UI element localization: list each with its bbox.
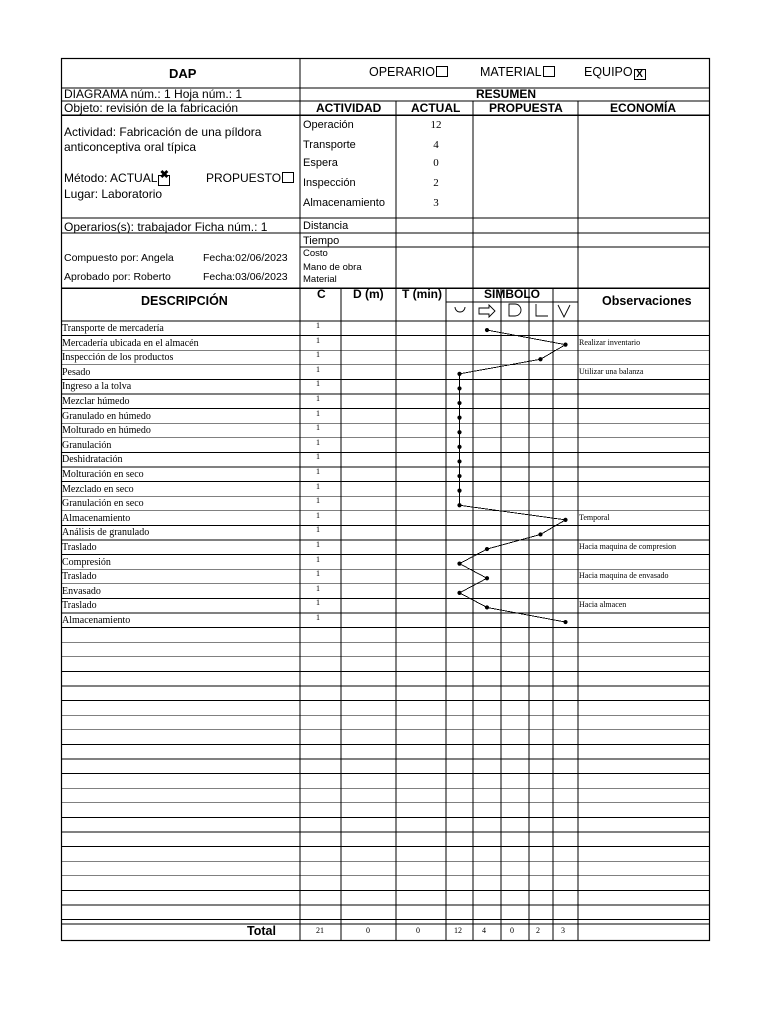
dap-form <box>61 58 710 941</box>
row-description: Granulación en seco <box>62 498 144 510</box>
row-description: Molturado en húmedo <box>62 425 151 437</box>
resumen-actual-1: 4 <box>433 139 439 151</box>
equipo-option <box>584 66 646 80</box>
row-observation: Hacia maquina de envasado <box>579 571 669 581</box>
actual-check-mark: ✖ <box>159 169 169 181</box>
resumen-actual-4: 3 <box>433 197 439 209</box>
row-observation: Hacia almacen <box>579 600 627 610</box>
flow-point <box>538 357 542 361</box>
total-value-1: 0 <box>366 926 370 935</box>
row-observation: Utilizar una balanza <box>579 366 644 376</box>
equipo-checkbox: X <box>634 69 646 80</box>
flow-point <box>457 416 461 420</box>
flow-point <box>457 372 461 376</box>
row-c-value: 1 <box>316 321 320 330</box>
row-description: Envasado <box>62 585 101 597</box>
row-c-value: 1 <box>316 379 320 389</box>
material-cost-label: Material <box>303 274 337 285</box>
row-description: Inspección de los productos <box>62 352 174 364</box>
lugar-text: Lugar: Laboratorio <box>64 187 163 201</box>
material-checkbox <box>543 66 555 77</box>
row-c-value: 1 <box>316 394 320 403</box>
row-description: Almacenamiento <box>62 615 131 626</box>
row-description: Granulado en húmedo <box>62 410 151 422</box>
row-c-value: 1 <box>316 583 320 593</box>
row-description: Análisis de granulado <box>62 527 150 539</box>
form-title: DAP <box>169 66 197 81</box>
objeto-text: Objeto: revisión de la fabricación <box>64 101 239 115</box>
propuesto-option <box>206 172 294 184</box>
flow-point <box>563 343 567 347</box>
delay-symbol-icon <box>509 304 521 316</box>
row-description: Traslado <box>62 600 97 612</box>
row-c-value: 1 <box>316 569 320 579</box>
row-description: Compresión <box>62 556 111 568</box>
operario-label: OPERARIO <box>369 65 435 79</box>
operarios-text: Operarios(s): trabajador Ficha núm.: 1 <box>64 220 268 234</box>
mano-obra-label: Mano de obra <box>303 262 362 273</box>
diagrama-number: DIAGRAMA núm.: 1 Hoja núm.: 1 <box>64 87 243 101</box>
transport-symbol-icon <box>479 305 495 317</box>
row-c-value: 1 <box>316 481 320 491</box>
inspection-symbol-icon <box>536 304 548 316</box>
equipo-label: EQUIPO <box>584 65 633 79</box>
flow-point <box>457 386 461 390</box>
row-description: Granulación <box>62 439 112 451</box>
row-c-value: 1 <box>316 598 320 608</box>
metodo-label: Método: ACTUAL <box>64 171 158 185</box>
total-value-0: 21 <box>316 926 324 935</box>
col-economia: ECONOMÍA <box>610 101 676 115</box>
col-t: T (min) <box>402 287 442 301</box>
operario-option <box>369 66 448 79</box>
flow-point <box>457 459 461 463</box>
row-description: Ingreso a la tolva <box>62 381 132 393</box>
flow-point <box>457 562 461 566</box>
col-d: D (m) <box>353 287 384 301</box>
storage-symbol-icon <box>558 305 570 317</box>
col-propuesta: PROPUESTA <box>489 101 563 115</box>
row-c-value: 1 <box>316 364 320 374</box>
total-value-6: 2 <box>536 926 540 935</box>
actual-checkbox <box>158 169 170 186</box>
row-description: Deshidratación <box>62 454 123 466</box>
costo-label: Costo <box>303 248 328 259</box>
operario-checkbox <box>436 66 448 77</box>
actividad-text: Actividad: Fabricación de una píldora anticonceptiva oral típica <box>64 125 262 154</box>
row-c-value: 1 <box>316 613 320 622</box>
col-c: C <box>317 287 326 301</box>
resumen-actual-0: 12 <box>430 119 442 131</box>
propuesto-label: PROPUESTO <box>206 171 282 185</box>
total-value-7: 3 <box>561 926 565 935</box>
material-label: MATERIAL <box>480 65 542 79</box>
fecha-aprobado: Fecha:03/06/2023 <box>203 271 288 283</box>
propuesto-checkbox <box>282 172 294 183</box>
row-c-value: 1 <box>316 540 320 549</box>
row-description: Pesado <box>62 366 91 378</box>
flow-point <box>457 591 461 595</box>
row-observation: Temporal <box>579 512 610 522</box>
flow-line <box>460 330 566 622</box>
flow-point <box>485 576 489 580</box>
resumen-label-4: Almacenamiento <box>303 197 385 209</box>
row-c-value: 1 <box>316 350 320 360</box>
total-label: Total <box>247 924 276 938</box>
operation-symbol-icon <box>455 307 465 312</box>
distancia-label: Distancia <box>303 220 349 232</box>
resumen-label-1: Transporte <box>303 139 356 151</box>
flow-point <box>538 532 542 536</box>
row-c-value: 1 <box>316 510 320 520</box>
flow-point <box>457 503 461 507</box>
flow-point <box>457 430 461 434</box>
resumen-actual-3: 2 <box>433 177 439 189</box>
flow-point <box>457 401 461 405</box>
resumen-actual-2: 0 <box>433 157 439 169</box>
total-value-5: 0 <box>510 926 514 935</box>
total-value-4: 4 <box>482 926 486 935</box>
col-descripcion: DESCRIPCIÓN <box>141 294 228 308</box>
resumen-title: RESUMEN <box>476 87 537 101</box>
row-description: Molturación en seco <box>62 469 144 480</box>
row-description: Mezclado en seco <box>62 483 134 495</box>
tiempo-label: Tiempo <box>303 235 340 247</box>
row-c-value: 1 <box>316 496 320 506</box>
material-option <box>480 66 555 79</box>
total-value-3: 12 <box>454 926 462 935</box>
flow-point <box>457 445 461 449</box>
row-description: Mezclar húmedo <box>62 396 130 407</box>
flow-point <box>563 620 567 624</box>
row-c-value: 1 <box>316 408 320 418</box>
row-description: Transporte de mercadería <box>62 323 164 334</box>
metodo-option <box>64 169 170 186</box>
row-c-value: 1 <box>316 452 320 462</box>
row-observation: Realizar inventario <box>579 337 641 347</box>
row-c-value: 1 <box>316 437 320 447</box>
resumen-label-2: Espera <box>303 157 338 169</box>
flow-point <box>485 547 489 551</box>
col-actual: ACTUAL <box>411 101 461 115</box>
row-description: Mercadería ubicada en el almacén <box>62 337 199 349</box>
row-observation: Hacia maquina de compresion <box>579 542 677 551</box>
flow-point <box>485 328 489 332</box>
row-description: Traslado <box>62 542 97 553</box>
flow-point <box>485 605 489 609</box>
total-value-2: 0 <box>416 926 420 935</box>
flow-point <box>457 489 461 493</box>
resumen-label-3: Inspección <box>303 177 356 189</box>
row-c-value: 1 <box>316 335 320 345</box>
flow-point <box>457 474 461 478</box>
row-description: Traslado <box>62 571 97 583</box>
row-c-value: 1 <box>316 525 320 535</box>
flow-point <box>563 518 567 522</box>
compuesto-text: Compuesto por: Angela <box>64 252 174 264</box>
row-c-value: 1 <box>316 467 320 476</box>
col-actividad: ACTIVIDAD <box>316 101 382 115</box>
row-description: Almacenamiento <box>62 512 131 524</box>
fecha-compuesto: Fecha:02/06/2023 <box>203 252 288 264</box>
row-c-value: 1 <box>316 554 320 564</box>
resumen-label-0: Operación <box>303 119 354 131</box>
col-observaciones: Observaciones <box>602 294 692 308</box>
row-c-value: 1 <box>316 423 320 433</box>
aprobado-text: Aprobado por: Roberto <box>64 271 171 283</box>
col-simbolo: SIMBOLO <box>484 287 540 301</box>
